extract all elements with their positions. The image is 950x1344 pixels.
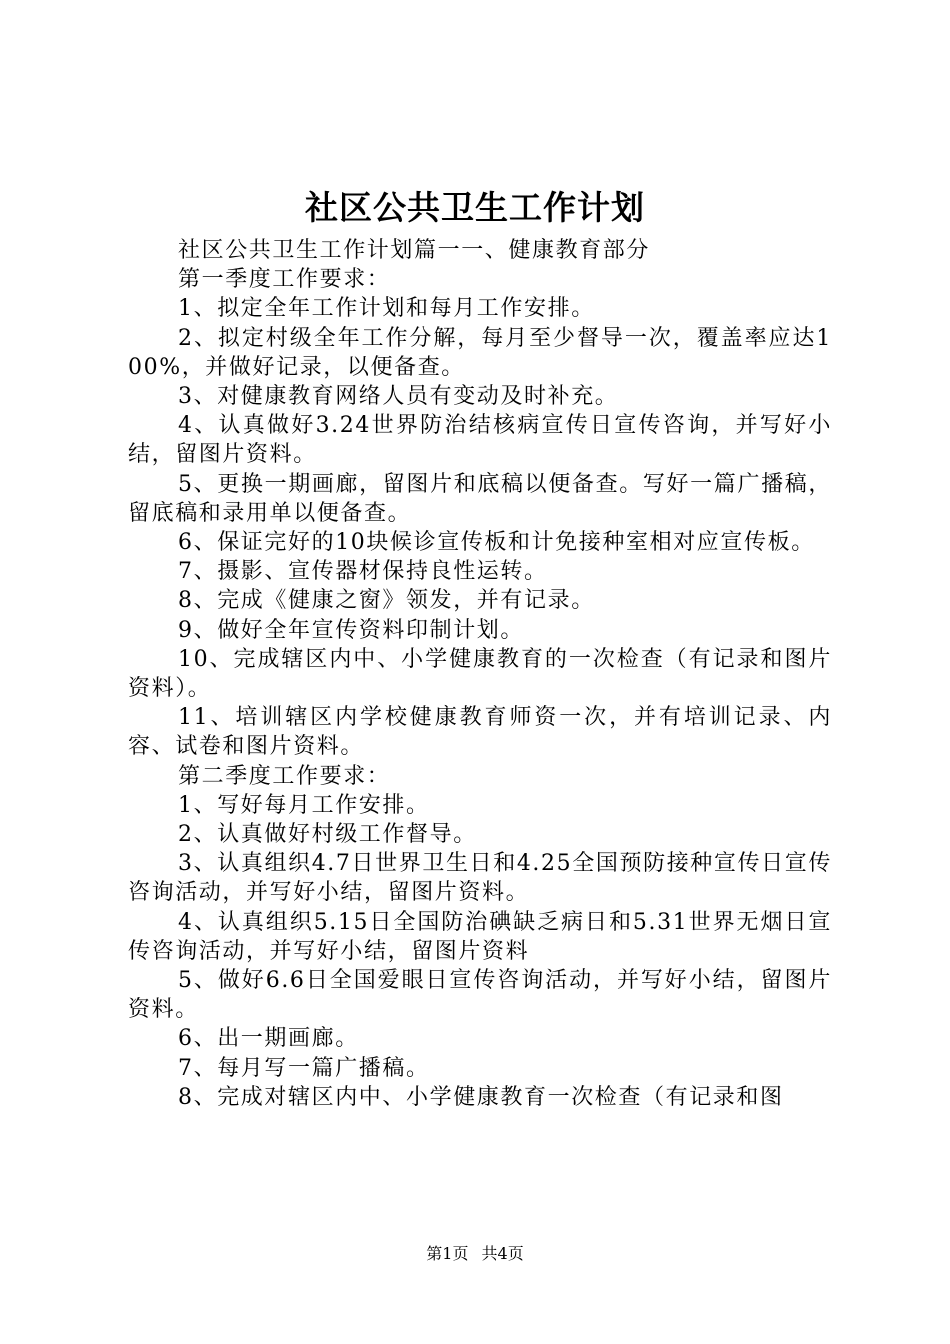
- page-footer: [0, 1242, 950, 1266]
- paragraph: 社区公共卫生工作计划篇一一、健康教育部分: [178, 238, 651, 263]
- paragraph: 8、完成对辖区内中、小学健康教育一次检查（有记录和图: [178, 1084, 784, 1110]
- paragraph: 1、拟定全年工作计划和每月工作安排。: [178, 296, 595, 322]
- paragraph: 2、拟定村级全年工作分解，每月至少督导一次，覆盖率应达100%，并做好记录，以便备查。: [128, 325, 832, 380]
- paragraph: 2、认真做好村级工作督导。: [178, 822, 477, 848]
- page-total: 共4页: [481, 1244, 524, 1263]
- paragraph: 4、认真组织5.15日全国防治碘缺乏病日和5.31世界无烟日宣传咨询活动，并写好小结，留图片资料: [128, 909, 832, 964]
- paragraph: 1、写好每月工作安排。: [178, 792, 430, 818]
- paragraph: 3、认真组织4.7日世界卫生日和4.25全国预防接种宣传日宣传咨询活动，并写好小结，留图片资料。: [128, 851, 832, 906]
- paragraph: 10、完成辖区内中、小学健康教育的一次检查（有记录和图片资料）。: [128, 646, 832, 702]
- paragraph: 5、做好6.6日全国爱眼日宣传咨询活动，并写好小结，留图片资料。: [128, 968, 832, 1023]
- document-body: [128, 236, 832, 1112]
- paragraph: 9、做好全年宣传资料印制计划。: [178, 617, 524, 643]
- document-title: 社区公共卫生工作计划: [305, 188, 645, 227]
- paragraph: 7、每月写一篇广播稿。: [178, 1055, 430, 1081]
- paragraph: 6、保证完好的10块候诊宣传板和计免接种室相对应宣传板。: [178, 530, 815, 556]
- paragraph: 11、培训辖区内学校健康教育师资一次，并有培训记录、内容、试卷和图片资料。: [128, 705, 832, 760]
- paragraph: 8、完成《健康之窗》领发，并有记录。: [178, 588, 595, 614]
- paragraph: 6、出一期画廊。: [178, 1026, 359, 1052]
- section-heading: 第一季度工作要求：: [178, 267, 391, 293]
- page-number: 第1页: [426, 1244, 469, 1263]
- section-heading: 第二季度工作要求：: [178, 763, 391, 789]
- paragraph: 4、认真做好3.24世界防治结核病宣传日宣传咨询，并写好小结，留图片资料。: [128, 413, 832, 468]
- paragraph: 5、更换一期画廊，留图片和底稿以便备查。写好一篇广播稿，留底稿和录用单以便备查。: [128, 471, 832, 526]
- paragraph: 7、摄影、宣传器材保持良性运转。: [178, 559, 548, 585]
- paragraph: 3、对健康教育网络人员有变动及时补充。: [178, 384, 619, 410]
